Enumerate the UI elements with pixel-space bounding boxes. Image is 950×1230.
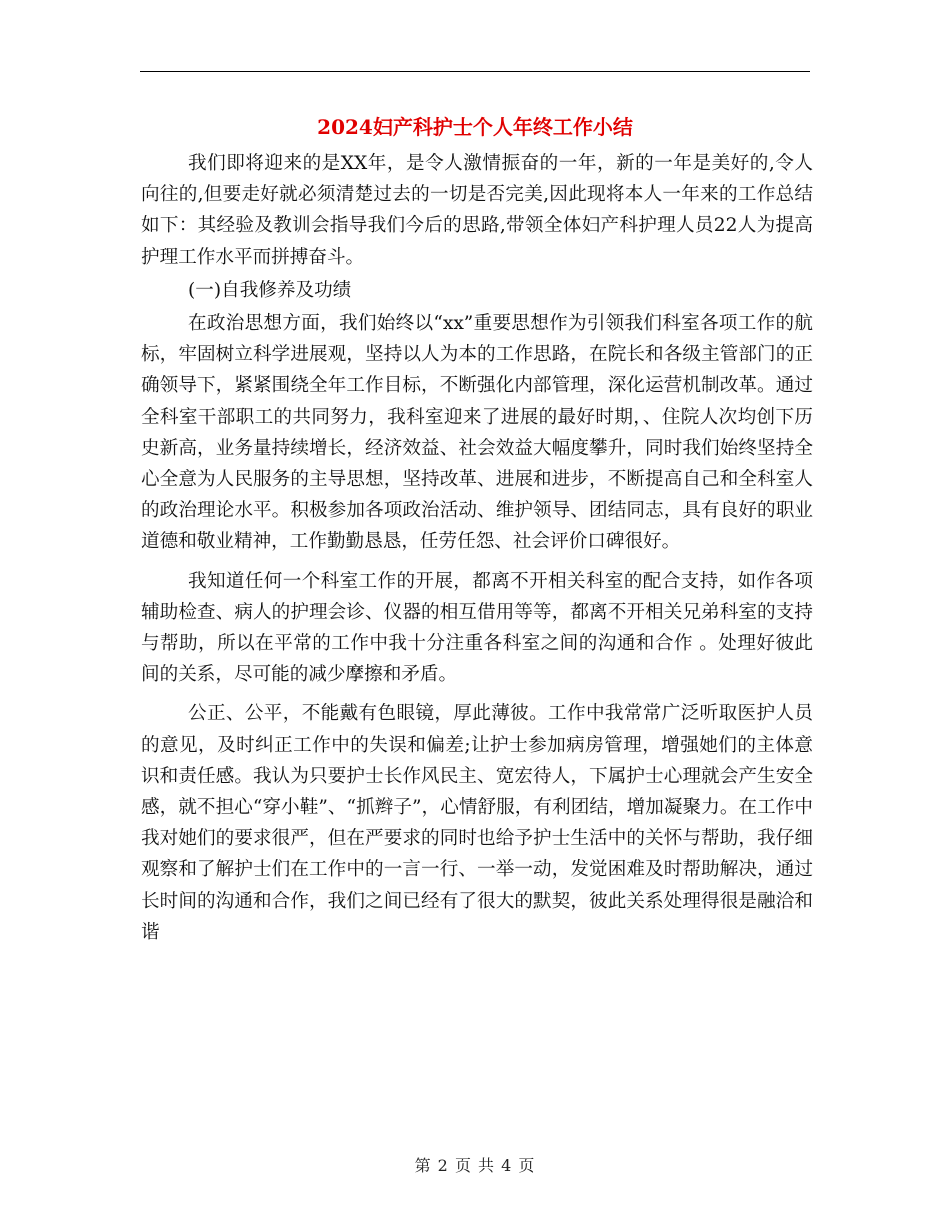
section-heading: (一)自我修养及功绩: [188, 279, 352, 301]
intro-paragraph: 我们即将迎来的是XX年，是令人激情振奋的一年，新的一年是美好的,令人向往的,但要走好就必须清楚过去的一切是否完美,因此现将本人一年来的工作总结如下：其经验及教训会指导我们今后的思路,带领全体妇产科护理人员22人为提高护理工作水平而拼搏奋斗。: [141, 153, 813, 268]
fairness-paragraph: 公正、公平，不能戴有色眼镜，厚此薄彼。工作中我常常广泛听取医护人员的意见，及时纠正工作中的失误和偏差;让护士参加病房管理，增强她们的主体意识和责任感。我认为只要护士长作风民主、宽宏待人，下属护士心理就会产生安全感，就不担心“穿小鞋”、“抓辫子”，心情舒服，有利团结，增加凝聚力。在工作中我对她们的要求很严，但在严要求的同时也给予护士生活中的关怀与帮助，我仔细观察和了解护士们在工作中的一言一行、一举一动，发觉困难及时帮助解决，通过长时间的沟通和合作，我们之间已经有了很大的默契，彼此关系处理得很是融洽和谐: [141, 703, 813, 943]
political-paragraph: 在政治思想方面，我们始终以“xx”重要思想作为引领我们科室各项工作的航标，牢固树立科学进展观，坚持以人为本的工作思路，在院长和各级主管部门的正确领导下，紧紧围绕全年工作目标，不断强化内部管理，深化运营机制改革。通过全科室干部职工的共同努力，我科室迎来了进展的最好时期，、住院人次均创下历史新高，业务量持续增长，经济效益、社会效益大幅度攀升，同时我们始终坚持全心全意为人民服务的主导思想，坚持改革、进展和进步，不断提高自己和全科室人的政治理论水平。积极参加各项政治活动、维护领导、团结同志，具有良好的职业道德和敬业精神，工作勤勤恳恳，任劳任怨、社会评价口碑很好。: [141, 313, 813, 553]
header-rule: [140, 71, 810, 72]
page-footer: 第 2 页 共 4 页: [414, 1156, 536, 1175]
cooperation-paragraph: 我知道任何一个科室工作的开展，都离不开相关科室的配合支持，如作各项辅助检查、病人的护理会诊、仪器的相互借用等等，都离不开相关兄弟科室的支持与帮助，所以在平常的工作中我十分注重各科室之间的沟通和合作 。处理好彼此间的关系，尽可能的减少摩擦和矛盾。: [141, 570, 813, 686]
document-body: [141, 148, 813, 948]
document-title: 2024妇产科护士个人年终工作小结: [317, 115, 633, 139]
